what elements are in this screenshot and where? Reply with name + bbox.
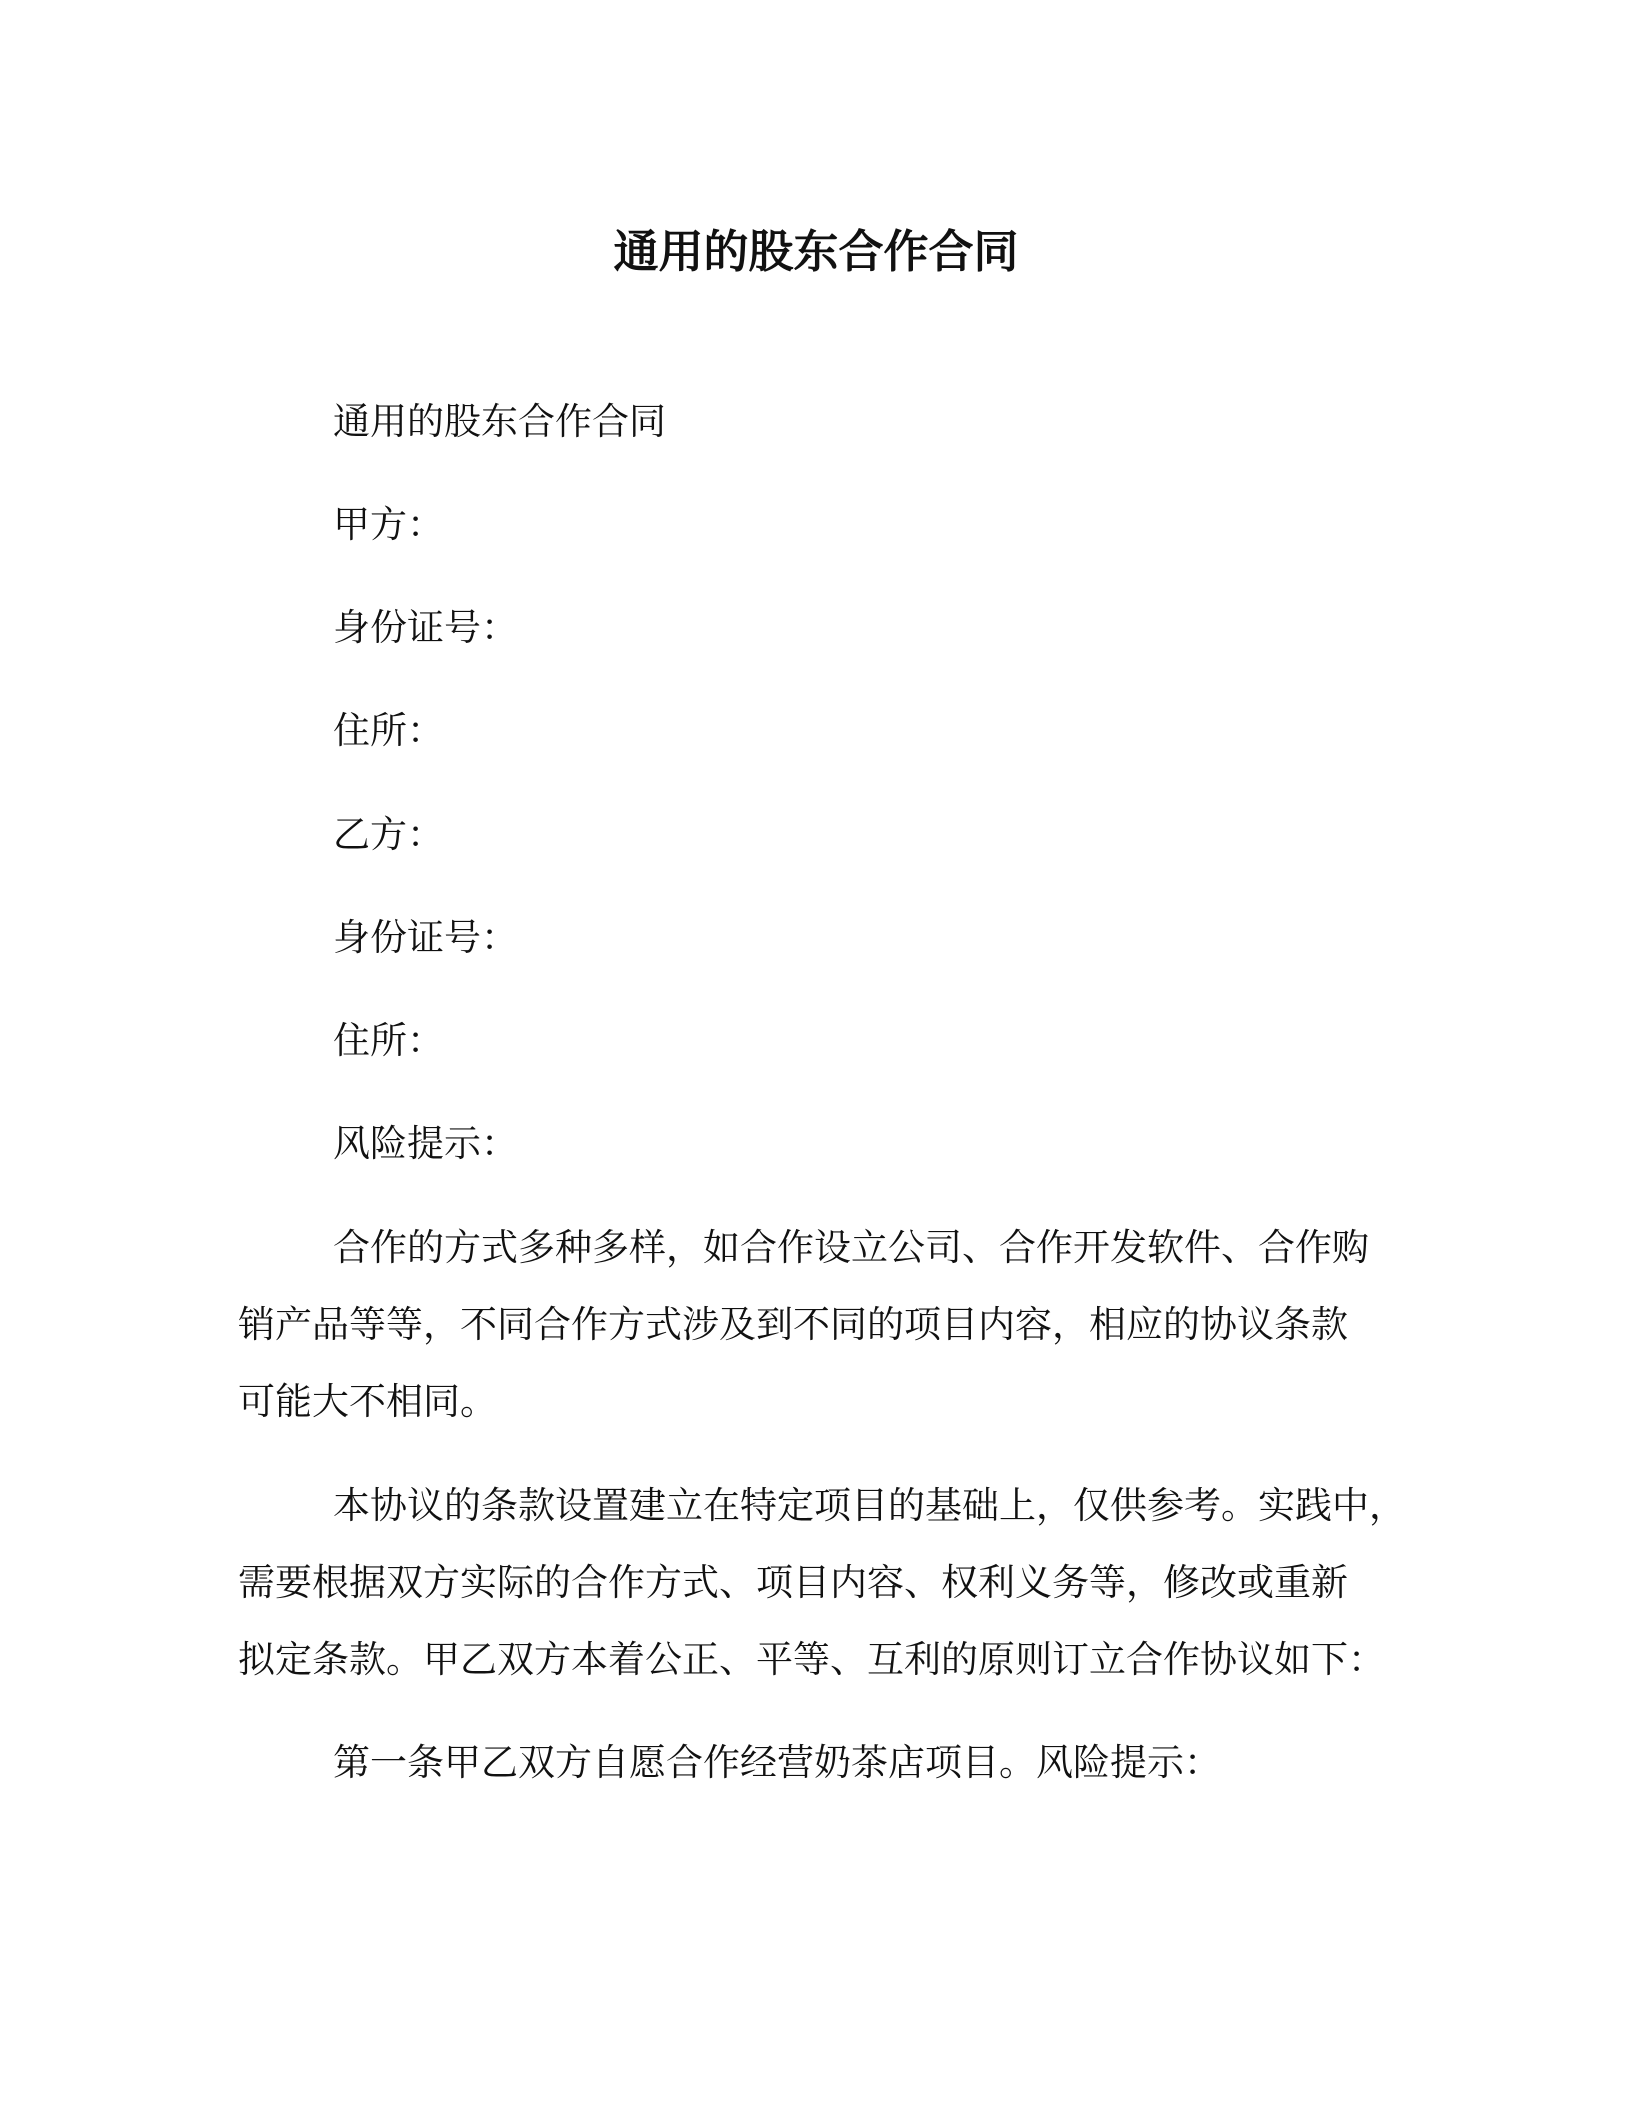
subtitle-line: 通用的股东合作合同 (333, 400, 666, 443)
party-a-address-label: 住所： (333, 709, 444, 752)
party-b-label: 乙方： (333, 813, 444, 856)
party-b-id-label: 身份证号： (333, 916, 518, 959)
paragraph-line: 需要根据双方实际的合作方式、项目内容、权利义务等，修改或重新 (238, 1561, 1348, 1604)
paragraph-line: 销产品等等，不同合作方式涉及到不同的项目内容，相应的协议条款 (238, 1303, 1348, 1346)
paragraph-article-one (238, 1724, 1408, 1801)
party-a-id-label: 身份证号： (333, 606, 518, 649)
paragraph-cooperation-methods (238, 1209, 1408, 1440)
paragraph-line: 拟定条款。甲乙双方本着公正、平等、互利的原则订立合作协议如下： (238, 1638, 1385, 1681)
paragraph-line: 可能大不相同。 (238, 1380, 497, 1423)
paragraph-line: 第一条甲乙双方自愿合作经营奶茶店项目。风险提示： (333, 1741, 1221, 1784)
paragraph-line: 本协议的条款设置建立在特定项目的基础上，仅供参考。实践中， (333, 1484, 1406, 1527)
party-a-label: 甲方： (333, 503, 444, 546)
risk-note-label: 风险提示： (333, 1122, 518, 1165)
document-title: 通用的股东合作合同 (613, 225, 1019, 278)
party-b-address-label: 住所： (333, 1019, 444, 1062)
paragraph-line: 合作的方式多种多样，如合作设立公司、合作开发软件、合作购 (333, 1226, 1369, 1269)
paragraph-agreement-basis (238, 1467, 1408, 1698)
